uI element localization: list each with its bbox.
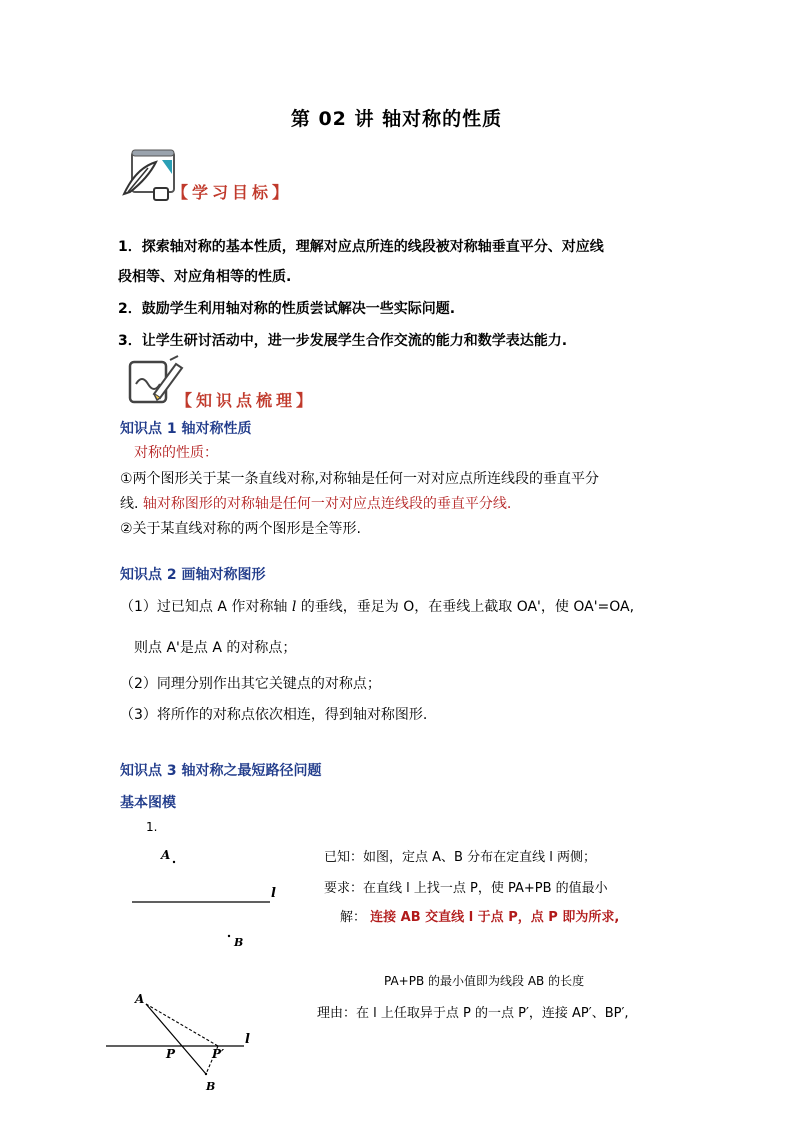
fig1-point-a <box>173 861 175 863</box>
kp1-heading: 知识点 1 轴对称性质 <box>120 421 252 437</box>
kp3-reason: 理由：在 l 上任取异于点 P 的一点 P′，连接 AP′、BP′, <box>317 1006 629 1021</box>
scroll-quill-icon <box>118 148 180 204</box>
kp2-step-1-b: 的垂线，垂足为 O，在垂线上截取 OA'，使 OA'=OA, <box>300 599 635 615</box>
kp2-step-1-cont: 则点 A'是点 A 的对称点； <box>134 640 297 656</box>
fig1-label-b: B <box>234 936 244 949</box>
kp1-line-2 <box>120 493 511 513</box>
kp2-heading: 知识点 2 画轴对称图形 <box>120 567 266 583</box>
fig2-label-p: P <box>166 1047 176 1061</box>
objective-line-3: 3．让学生研讨活动中，进一步发展学生合作交流的能力和数学表达能力. <box>118 333 568 349</box>
kp3-basic-model: 基本图模 <box>120 795 176 811</box>
kp3-known: 已知：如图，定点 A、B 分布在定直线 l 两侧； <box>324 850 596 865</box>
kp2-step-3: （3）将所作的对称点依次相连，得到轴对称图形. <box>120 707 428 723</box>
kp3-solution <box>340 906 619 925</box>
kp3-solution-red: 连接 AB 交直线 l 于点 P，点 P 即为所求, <box>370 910 620 925</box>
fig1-label-a: A <box>161 848 171 862</box>
fig2-point-b <box>205 1073 207 1075</box>
fig2-label-l: l <box>245 1032 250 1047</box>
kp2-axis-l: l <box>291 599 297 615</box>
kp1-subheading: 对称的性质： <box>134 445 218 461</box>
kp2-step-1 <box>120 596 634 616</box>
fig2-segment-ap2 <box>146 1004 218 1046</box>
fig2-label-b: B <box>206 1080 216 1093</box>
fig2-segment-ab <box>146 1004 206 1074</box>
kp3-solution-prefix: 解： <box>340 910 367 925</box>
objective-line-1: 1．探索轴对称的基本性质，理解对应点所连的线段被对称轴垂直平分、对应线 <box>118 239 604 255</box>
kp1-line-1: ①两个图形关于某一条直线对称,对称轴是任何一对对应点所连线段的垂直平分 <box>120 471 599 487</box>
page-title: 第 02 讲 轴对称的性质 <box>290 108 503 130</box>
kp3-minimum: PA+PB 的最小值即为线段 AB 的长度 <box>384 974 585 988</box>
fig2-label-p-prime: P′ <box>212 1047 225 1061</box>
kp3-item-number: 1. <box>146 820 158 834</box>
kp1-line-2-red: 轴对称图形的对称轴是任何一对对应点连线段的垂直平分线. <box>142 496 512 512</box>
fig1-point-b <box>228 935 230 937</box>
knowledge-banner: 【知识点梳理】 <box>176 391 317 410</box>
kp2-step-2: （2）同理分别作出其它关键点的对称点； <box>120 676 381 692</box>
notepad-pencil-icon <box>124 354 184 408</box>
objectives-banner: 【学习目标】 <box>172 183 293 202</box>
figure-1 <box>130 840 300 950</box>
fig2-label-a: A <box>135 992 145 1006</box>
kp1-line-2-black: 线. <box>120 496 139 512</box>
objective-line-1-cont: 段相等、对应角相等的性质. <box>118 269 292 285</box>
kp1-line-3: ②关于某直线对称的两个图形是全等形. <box>120 521 361 537</box>
kp2-step-1-a: （1）过已知点 A 作对称轴 <box>120 599 288 615</box>
figure-2 <box>104 990 274 1100</box>
kp3-heading: 知识点 3 轴对称之最短路径问题 <box>120 763 322 779</box>
objective-line-2: 2．鼓励学生利用轴对称的性质尝试解决一些实际问题. <box>118 301 456 317</box>
fig1-label-l: l <box>271 886 276 901</box>
kp3-require: 要求：在直线 l 上找一点 P，使 PA+PB 的值最小 <box>324 881 608 896</box>
